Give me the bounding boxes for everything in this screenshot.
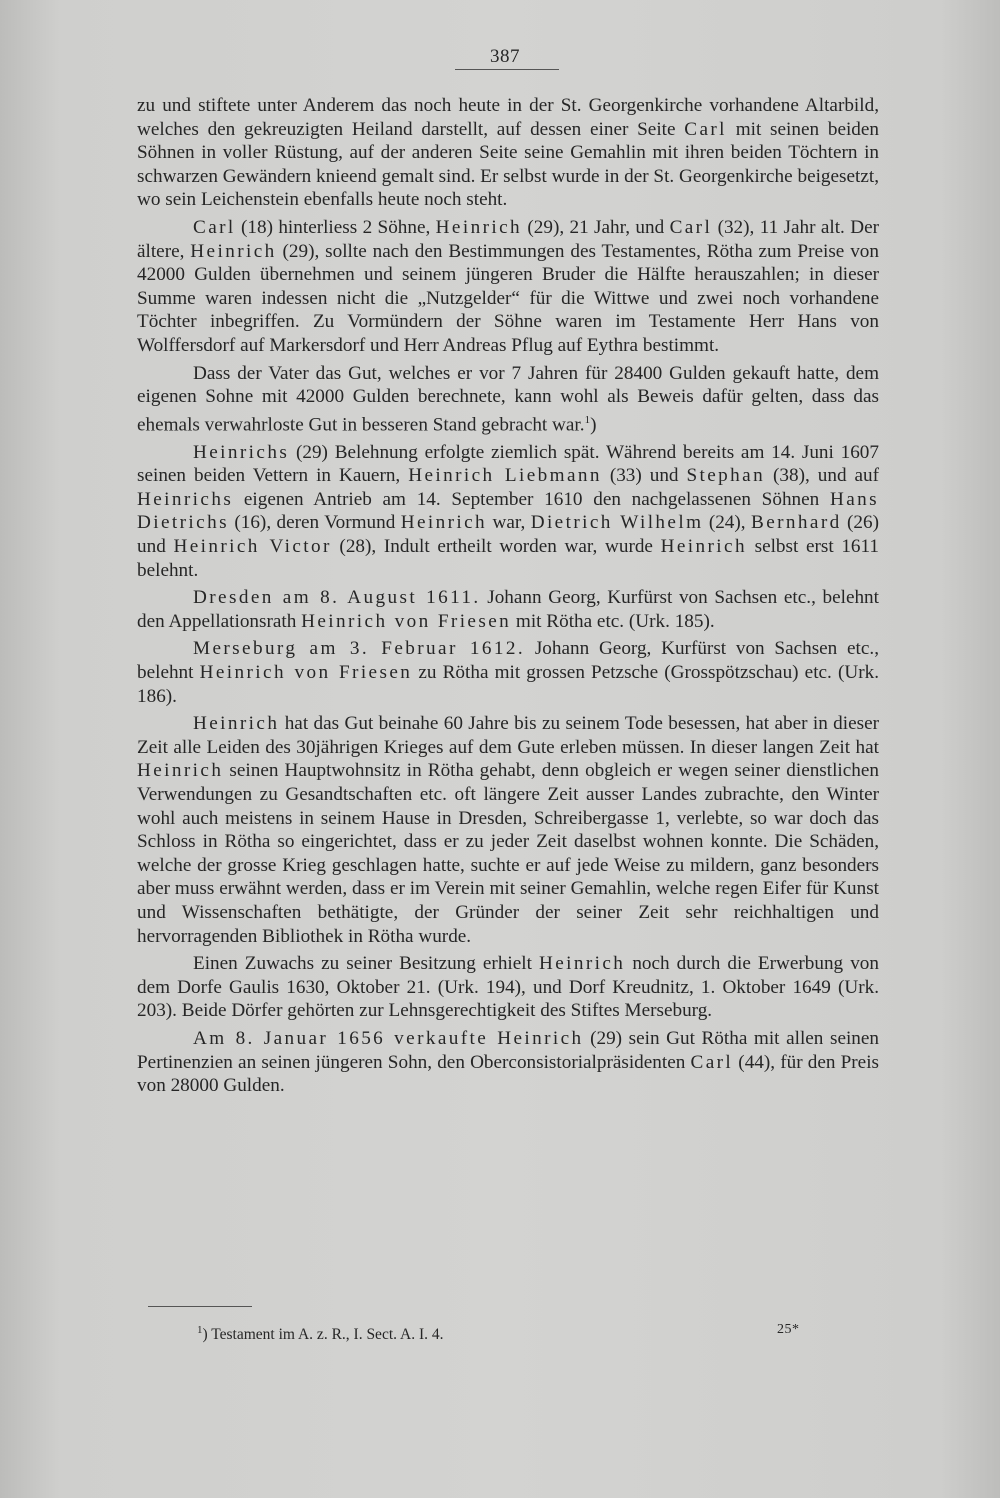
spaced-name: Heinrich — [538, 953, 626, 975]
text-run: mit seinen beiden Söhnen in voller Rüstung, auf der anderen Seite seine Gemahlin mit ihren beiden Töchtern in schwarzen Gewändern knieend gemalt sind. Er selbst wurde in der St. Georgenkirche beigesetzt, wo sein Leichenstein ebenfalls heute noch steht. — [137, 118, 879, 211]
text-run: selbst erst 1611 belehnt. — [137, 536, 879, 581]
text-run: Johann Georg, Kurfürst von Sachsen etc., belehnt — [137, 638, 879, 684]
body-text — [137, 94, 879, 1098]
spaced-name: Heinrich Victor — [173, 536, 332, 558]
text-run: eigenen Antrieb am 14. September 1610 den nachgelassenen Söhnen — [233, 488, 830, 510]
text-run: Johann Georg, Kurfürst von Sachsen etc., belehnt den Appellationsrath — [137, 587, 879, 632]
spaced-name: Heinrichs — [137, 488, 234, 510]
text-run: (18) hinterliess 2 Söhne, — [235, 216, 436, 238]
text-run: (24), — [703, 512, 752, 534]
spaced-name: Heinrichs — [193, 441, 290, 463]
spaced-name: Heinrich von Friesen — [301, 610, 512, 632]
text-run: war, — [487, 512, 531, 534]
spaced-name: Carl — [669, 216, 713, 238]
text-run: zu Rötha mit grossen Petzsche (Grosspötzschau) etc. (Urk. 186). — [137, 662, 879, 707]
spaced-name: Carl — [193, 216, 236, 238]
spaced-name: Am 8. Januar 1656 verkaufte — [193, 1027, 498, 1049]
text-run: (29) sein Gut Rötha mit allen seinen Pertinenzien an seinen jüngeren Sohn, den Oberconsistorialpräsidenten — [137, 1027, 879, 1073]
text-run: hat das Gut beinahe 60 Jahre bis zu seinem Tode besessen, hat aber in dieser Zeit alle Leiden des 30jährigen Krieges auf dem Gute erleben müssen. In dieser langen Zeit hat — [137, 713, 879, 758]
paragraph — [137, 586, 879, 633]
spaced-name: Hans Dietrichs — [137, 488, 879, 534]
spaced-name: Heinrich — [497, 1027, 584, 1049]
spaced-name: Dresden am 8. August 1611. — [193, 587, 481, 609]
sheet-signature: 25* — [777, 1322, 800, 1337]
paragraph — [137, 216, 879, 358]
text-run: (29) Belehnung erfolgte ziemlich spät. Während bereits am 14. Juni 1607 seinen beiden Vettern in Kauern, — [137, 441, 879, 487]
text-run: (16), deren Vormund — [228, 512, 401, 534]
header-rule — [455, 69, 559, 70]
text-run: (44), für den Preis von 28000 Gulden. — [137, 1051, 879, 1097]
footnote-text: ) Testament im A. z. R., I. Sect. A. I. 4. — [202, 1326, 444, 1344]
spaced-name: Heinrich — [190, 240, 277, 262]
spaced-name: Heinrich von Friesen — [199, 662, 413, 684]
spaced-name: Heinrich — [660, 536, 747, 558]
spaced-name: Heinrich Liebmann — [408, 465, 602, 487]
text-run: (29), sollte nach den Bestimmungen des Testamentes, Rötha zum Preise von 42000 Gulden übernehmen und seinem jüngeren Bruder die Hälfte herauszahlen; in dieser Summe waren indessen nicht die „Nutzgelder“ für die Wittwe und zwei noch vorhandene Töchter inbegriffen. Zu Vormündern der Söhne waren im Testamente Herr Hans von Wolffersdorf auf Markersdorf und Herr Andreas Pflug auf Eythra bestimmt. — [137, 240, 879, 356]
paragraph — [137, 952, 879, 1023]
text-run: noch durch die Erwerbung von dem Dorfe Gaulis 1630, Oktober 21. (Urk. 194), und Dorf Kreudnitz, 1. Oktober 1649 (Urk. 203). Beide Dörfer gehörten zur Lehnsgerechtigkeit des Stiftes Merseburg. — [137, 953, 879, 1022]
text-run: (29), 21 Jahr, und — [522, 216, 670, 238]
spaced-name: Heinrich — [193, 713, 280, 735]
footnote — [197, 1320, 444, 1345]
footnote-rule — [148, 1306, 252, 1307]
text-run: Einen Zuwachs zu seiner Besitzung erhielt — [193, 953, 539, 975]
paragraph — [137, 637, 879, 708]
paragraph — [137, 441, 879, 583]
spaced-name: Dietrich Wilhelm — [530, 512, 704, 534]
page-number: 387 — [490, 46, 520, 67]
text-run: Dass der Vater das Gut, welches er vor 7 Jahren für 28400 Gulden gekauft hatte, dem eigenen Sohne mit 42000 Gulden berechnete, kann wohl als Beweis dafür gelten, dass das ehemals verwahrloste Gut in besseren Stand gebracht war. — [137, 362, 879, 436]
paragraph — [137, 712, 879, 948]
text-run: (38), und auf — [765, 465, 879, 487]
text-run: zu und stiftete unter Anderem das noch heute in der St. Georgenkirche vorhandene Altarbild, welches den gekreuzigten Heiland darstellt, auf dessen einer Seite — [137, 95, 879, 140]
spaced-name: Stephan — [686, 465, 766, 487]
spaced-name: Carl — [690, 1051, 734, 1073]
spaced-name: Heinrich — [400, 512, 488, 534]
text-run: (28), Indult ertheilt worden war, wurde — [331, 536, 661, 558]
text-run: ) — [590, 414, 597, 436]
text-run: (26) und — [137, 512, 879, 558]
spaced-name: Heinrich — [435, 216, 522, 238]
spaced-name: Heinrich — [137, 760, 224, 782]
text-run: mit Rötha etc. (Urk. 185). — [511, 610, 715, 632]
spaced-name: Carl — [684, 118, 727, 140]
footnote-ref: 1 — [584, 413, 591, 426]
text-run: (32), 11 Jahr alt. Der ältere, — [137, 216, 879, 262]
text-run: (33) und — [601, 465, 687, 487]
footnote-marker: 1 — [197, 1324, 203, 1336]
paragraph — [137, 94, 879, 212]
spaced-name: Merseburg am 3. Februar 1612. — [193, 638, 526, 660]
text-run: seinen Hauptwohnsitz in Rötha gehabt, denn obgleich er wegen seiner dienstlichen Verwendungen zu Gesandtschaften etc. oft längere Zeit ausser Landes zubrachte, den Winter wohl auch meistens in seinem Hause in Dresden, Schreibergasse 1, verlebte, so war doch das Schloss in Rötha so eingerichtet, dass er zu jeder Zeit daselbst wohnen konnte. Die Schäden, welche der grosse Krieg geschlagen hatte, suchte er auf jede Weise zu mildern, ganz besonders aber muss erwähnt werden, dass er im Verein mit seiner Gemahlin, welche regen Eifer für Kunst und Wissenschaften bethätigte, der Gründer der seiner Zeit sehr reichhaltigen und hervorragenden Bibliothek in Rötha wurde. — [137, 760, 879, 947]
spaced-name: Bernhard — [751, 512, 842, 534]
paragraph — [137, 1027, 879, 1098]
paragraph — [137, 362, 879, 437]
